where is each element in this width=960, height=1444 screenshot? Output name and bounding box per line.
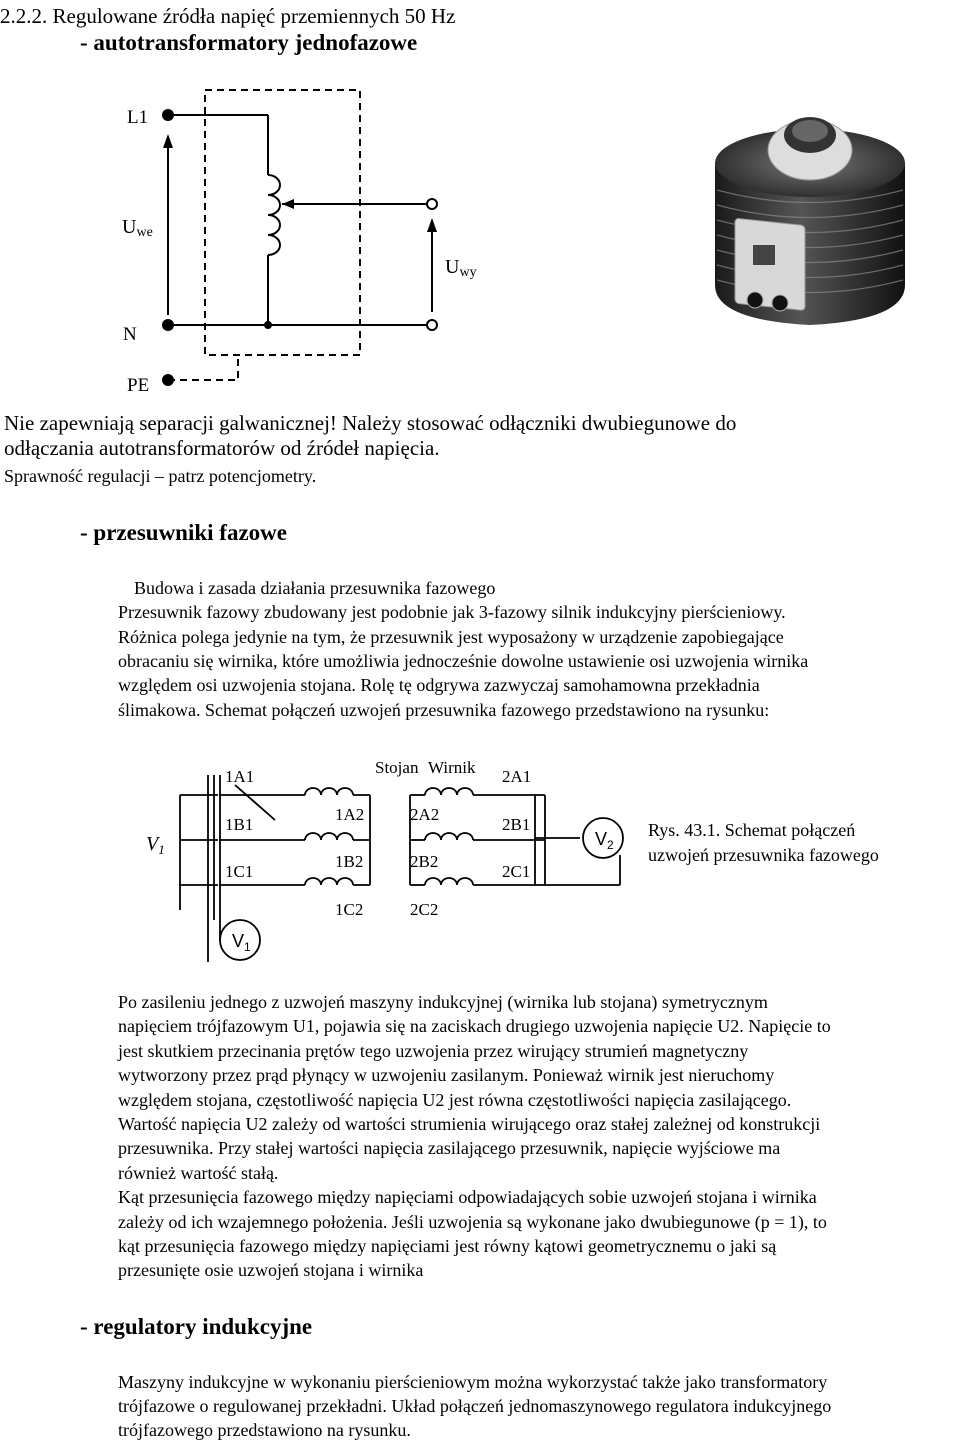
paragraph-line-7: przesuwnika. Przy stałej wartości napięcia zasilającego przesuwnik, napięcie wyjściowe ma (118, 1138, 781, 1158)
autotransformer-photo (705, 95, 915, 335)
paragraph-line-3: jest skutkiem przecinania prętów tego uzwojenia przez wirujący strumień magnetyczny (118, 1041, 749, 1061)
terminal-1b2: 1B2 (335, 852, 364, 871)
autotransformer-diagram (100, 80, 520, 400)
paragraph-line-4: wytworzony przez prąd płynący w uzwojeniu zasilanym. Ponieważ wirnik jest nieruchomy (118, 1065, 775, 1085)
regulators-line-3: trójfazowego przedstawiono na rysunku. (118, 1420, 411, 1440)
efficiency-note: Sprawność regulacji – patrz potencjometry. (4, 466, 317, 486)
label-l1: L1 (127, 107, 149, 128)
coil (268, 175, 280, 255)
terminal-1c2: 1C2 (335, 900, 364, 919)
warning-line-1: Nie zapewniają separacji galwanicznej! Należy stosować odłączniki dwubiegunowe do (4, 411, 737, 435)
paragraph-line-8: również wartość stałą. (118, 1163, 279, 1183)
paragraph-line-1: Po zasileniu jednego z uzwojeń maszyny indukcyjnej (wirnika lub stojana) symetrycznym (118, 992, 768, 1012)
phase-shifter-line-3: obracaniu się wirnika, które umożliwia jednocześnie dowolne ustawienie osi uzwojenia wirnika (118, 651, 809, 671)
subheading-induction-regulators: - regulatory indukcyjne (80, 1314, 313, 1339)
phase-shifter-line-4: względem osi uzwojenia stojana. Rolę tę odgrywa zazwyczaj samohamowna przekładnia (118, 675, 760, 695)
paragraph-line-5: względem stojana, częstotliwość napięcia U2 jest równa częstotliwości napięcia zasilającego. (118, 1090, 792, 1110)
terminal-1a2: 1A2 (335, 805, 365, 824)
warning-line-2: odłączania autotransformatorów od źródeł napięcia. (4, 436, 440, 460)
section-number-title: 2.2.2. Regulowane źródła napięć przemiennych 50 Hz (0, 4, 456, 28)
terminal-1b1: 1B1 (225, 815, 254, 834)
terminal-2c2: 2C2 (410, 900, 439, 919)
paragraph-line-12: przesunięte osie uzwojeń stojana i wirnika (118, 1260, 424, 1280)
label-wirnik: Wirnik (428, 758, 476, 777)
phase-shifter-intro: Budowa i zasada działania przesuwnika fazowego (134, 578, 496, 598)
phase-shifter-line-1: Przesuwnik fazowy zbudowany jest podobnie jak 3-fazowy silnik indukcyjny pierścieniowy. (118, 602, 786, 622)
paragraph-line-6: Wartość napięcia U2 zależy od wartości strumienia wirującego oraz stałej zależnej od konstrukcji (118, 1114, 821, 1134)
regulators-line-2: trójfazowe o regulowanej przekładni. Układ połączeń jednomaszynowego regulatora indukcyjnego (118, 1396, 832, 1416)
output-terminal-top (427, 199, 437, 209)
figure-caption-line-2: uzwojeń przesuwnika fazowego (648, 845, 879, 865)
terminal-2b2: 2B2 (410, 852, 439, 871)
phase-shifter-schematic (140, 750, 640, 975)
label-v1-supply: $V_1$ (146, 833, 165, 857)
label-uwy: Uwy (445, 256, 477, 280)
terminal-2a2: 2A2 (410, 805, 440, 824)
subheading-phase-shifters: - przesuwniki fazowe (80, 520, 287, 545)
terminal-1c1: 1C1 (225, 862, 254, 881)
paragraph-line-11: kąt przesunięcia fazowego między napięciami jest równy kątowi geometrycznemu o jaki są (118, 1236, 777, 1256)
enclosure-dashed (205, 90, 360, 355)
phase-shifter-line-2: Różnica polega jedynie na tym, że przesuwnik jest wyposażony w urządzenie zapobiegające (118, 627, 784, 647)
paragraph-line-9: Kąt przesunięcia fazowego między napięciami odpowiadających sobie uzwojeń stojana i wirnika (118, 1187, 817, 1207)
figure-caption-line-1: Rys. 43.1. Schemat połączeń (648, 820, 856, 840)
label-n: N (123, 324, 137, 345)
paragraph-line-10: zależy od ich wzajemnego położenia. Jeśli uzwojenia są wykonane jako dwubiegunowe (p = 1), to (118, 1212, 827, 1232)
terminal-1a1: 1A1 (225, 767, 255, 786)
subheading-autotransformers: - autotransformatory jednofazowe (80, 30, 418, 55)
label-stojan: Stojan (375, 758, 419, 777)
label-uwe: Uwe (122, 216, 153, 240)
terminal-2a1: 2A1 (502, 767, 532, 786)
label-meter-v2: $V_2$ (595, 829, 614, 852)
label-meter-v1: $V_1$ (232, 931, 251, 954)
output-terminal-bottom (427, 320, 437, 330)
label-pe: PE (127, 375, 150, 396)
phase-shifter-line-5: ślimakowa. Schemat połączeń uzwojeń przesuwnika fazowego przedstawiono na rysunku: (118, 700, 770, 720)
terminal-2c1: 2C1 (502, 862, 531, 881)
paragraph-line-2: napięciem trójfazowym U1, pojawia się na zaciskach drugiego uzwojenia napięcie U2. Napięcie to (118, 1016, 831, 1036)
regulators-line-1: Maszyny indukcyjne w wykonaniu pierścieniowym można wykorzystać także jako transformatory (118, 1372, 828, 1392)
terminal-2b1: 2B1 (502, 815, 531, 834)
